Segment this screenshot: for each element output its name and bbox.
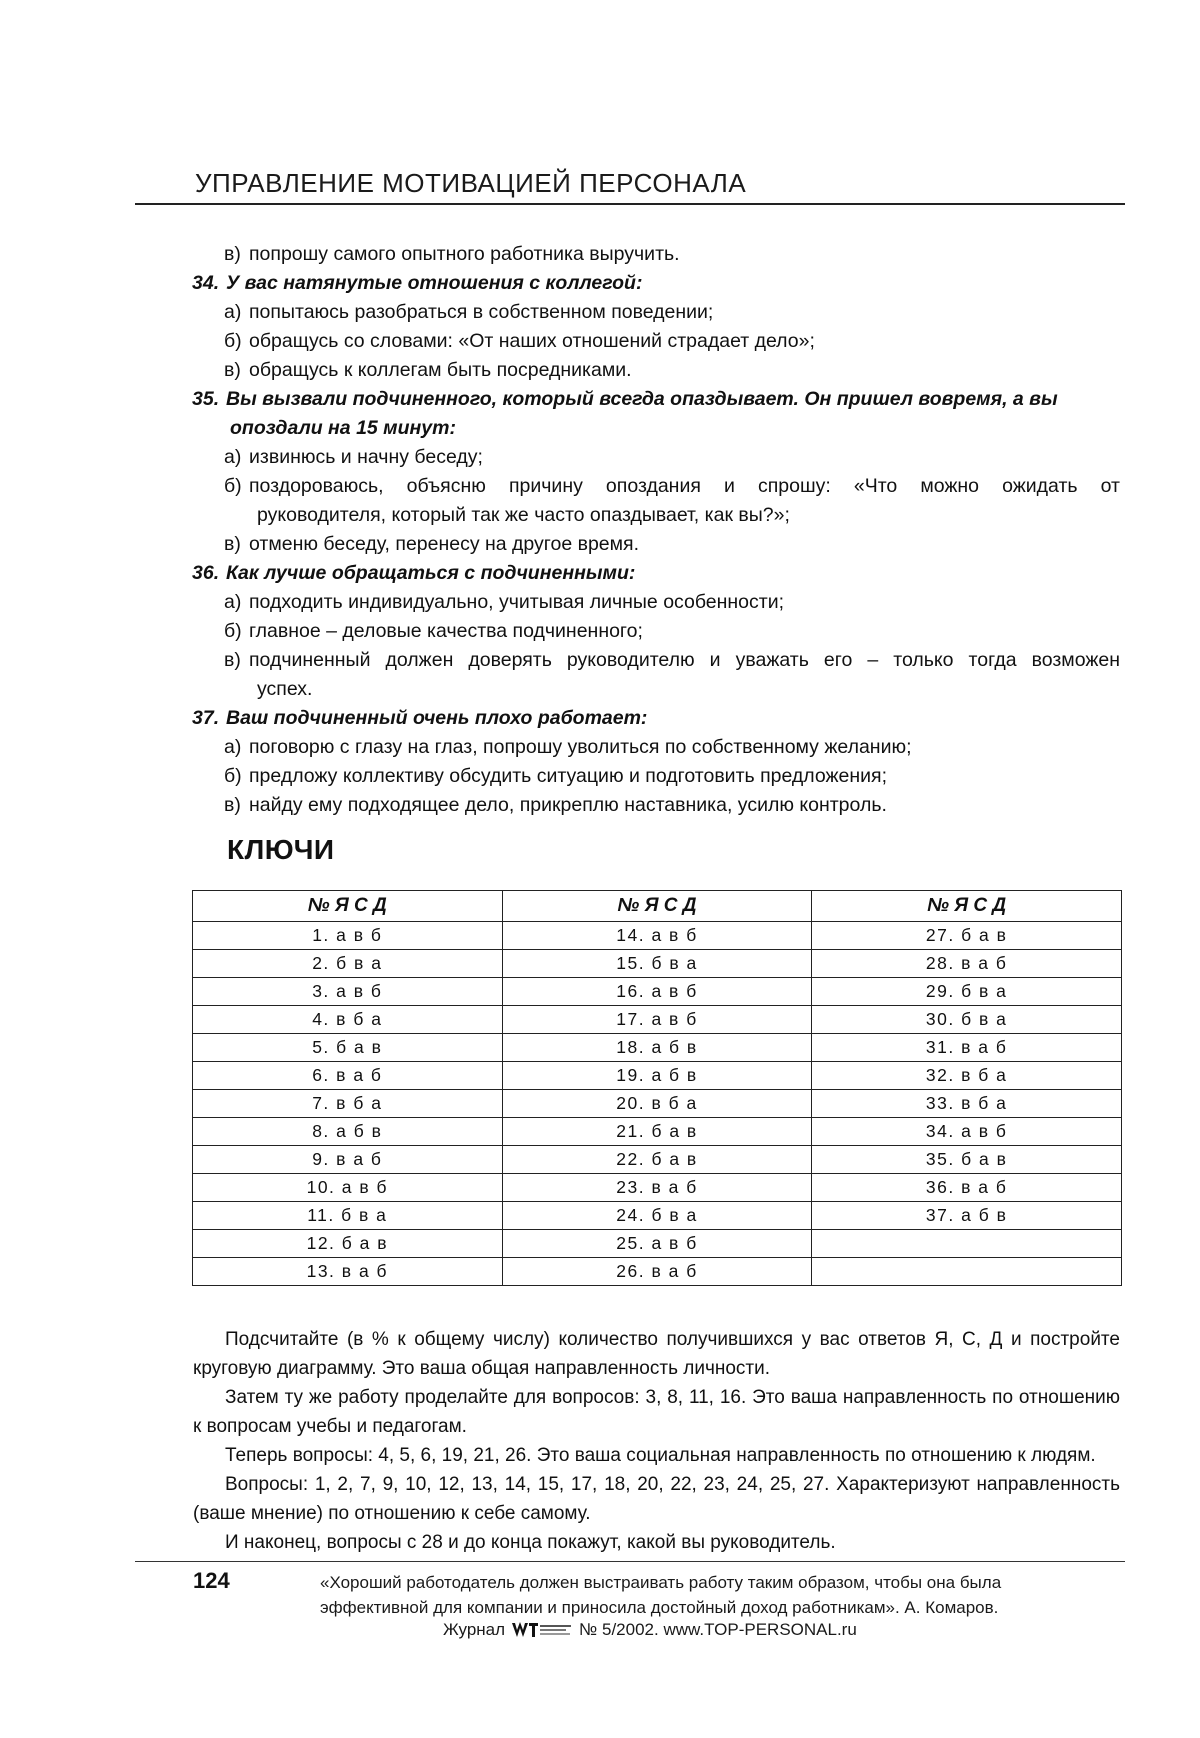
question-text: Вы вызвали подчиненного, который всегда опаздывает. Он пришел вовремя, а вы — [226, 388, 1058, 410]
keys-cell: 12. б а в — [193, 1230, 503, 1258]
keys-cell: 5. б а в — [193, 1034, 503, 1062]
option-line — [192, 791, 1120, 820]
option-mark: в) — [224, 649, 241, 671]
summary-paragraph: Теперь вопросы: 4, 5, 6, 19, 21, 26. Это ваша социальная направленность по отношению к людям. — [225, 1445, 1096, 1466]
keys-cell: 24. б в а — [502, 1202, 812, 1230]
keys-cell: 17. а в б — [502, 1006, 812, 1034]
header-rule — [135, 203, 1125, 205]
keys-cell: 22. б а в — [502, 1146, 812, 1174]
table-row — [193, 1034, 1122, 1062]
keys-cell: 3. а в б — [193, 978, 503, 1006]
keys-cell: 29. б в а — [812, 978, 1122, 1006]
option-mark: в) — [224, 533, 241, 555]
keys-cell: 32. в б а — [812, 1062, 1122, 1090]
footer-quote: «Хороший работодатель должен выстраивать работу таким образом, чтобы она была эффективной для компании и приносила достойный доход работникам». А. Комаров. — [320, 1573, 1002, 1617]
keys-table-body — [193, 922, 1122, 1286]
keys-cell: 28. в а б — [812, 950, 1122, 978]
option-text: поговорю с глазу на глаз, попрошу уволиться по собственному желанию; — [249, 736, 912, 758]
option-text: обращусь со словами: «От наших отношений страдает дело»; — [249, 330, 815, 352]
summary-paragraph: И наконец, вопросы с 28 и до конца покажут, какой вы руководитель. — [225, 1532, 836, 1553]
keys-cell: 9. в а б — [193, 1146, 503, 1174]
option-line — [192, 298, 1120, 327]
keys-cell: 16. а в б — [502, 978, 812, 1006]
option-mark: а) — [224, 301, 242, 323]
table-row — [193, 1146, 1122, 1174]
journal-issue: № 5/2002. www.TOP-PERSONAL.ru — [579, 1620, 857, 1639]
summary-paragraph: Затем ту же работу проделайте для вопросов: 3, 8, 11, 16. Это ваша направленность по отношению к вопросам учебы и педагогам. — [193, 1387, 1120, 1437]
keys-header-cell: № Я С Д — [812, 891, 1122, 922]
questions-block — [192, 240, 1120, 820]
option-line — [192, 240, 1120, 269]
keys-cell: 31. в а б — [812, 1034, 1122, 1062]
keys-cell: 37. а б в — [812, 1202, 1122, 1230]
table-row — [193, 1202, 1122, 1230]
footer-rule — [135, 1561, 1125, 1562]
keys-cell: 13. в а б — [193, 1258, 503, 1286]
option-text: поздороваюсь, объясню причину опоздания и спрошу: «Что можно ожидать от — [249, 475, 1120, 497]
running-title: УПРАВЛЕНИЕ МОТИВАЦИЕЙ ПЕРСОНАЛА — [195, 168, 747, 198]
option-mark: в) — [224, 794, 241, 816]
question-number: 36. — [192, 562, 220, 584]
option-line — [192, 443, 1120, 472]
table-row — [193, 1258, 1122, 1286]
page-number: 124 — [193, 1568, 230, 1593]
question-text-continued — [192, 414, 1120, 443]
option-line — [192, 617, 1120, 646]
footer-journal — [443, 1620, 857, 1640]
option-mark: а) — [224, 446, 242, 468]
question-number: 37. — [192, 707, 220, 729]
keys-cell: 34. а в б — [812, 1118, 1122, 1146]
keys-cell: 25. а в б — [502, 1230, 812, 1258]
option-text-continued — [192, 501, 1120, 530]
option-line — [192, 356, 1120, 385]
table-row — [193, 1118, 1122, 1146]
keys-cell: 14. а в б — [502, 922, 812, 950]
keys-header-row — [193, 891, 1122, 922]
keys-cell: 33. в б а — [812, 1090, 1122, 1118]
keys-cell: 11. б в а — [193, 1202, 503, 1230]
option-mark: в) — [224, 359, 241, 381]
journal-prefix: Журнал — [443, 1620, 506, 1639]
table-row — [193, 1062, 1122, 1090]
table-row — [193, 1006, 1122, 1034]
keys-table — [192, 890, 1122, 1286]
keys-cell: 2. б в а — [193, 950, 503, 978]
keys-cell — [812, 1258, 1122, 1286]
keys-cell: 19. а б в — [502, 1062, 812, 1090]
option-text: найду ему подходящее дело, прикреплю наставника, усилю контроль. — [249, 794, 887, 816]
option-text: руководителя, который так же часто опаздывает, как вы?»; — [257, 504, 790, 526]
option-mark: б) — [224, 475, 242, 497]
keys-header-cell: № Я С Д — [502, 891, 812, 922]
keys-cell: 30. б в а — [812, 1006, 1122, 1034]
keys-cell: 1. а в б — [193, 922, 503, 950]
option-text: предложу коллективу обсудить ситуацию и подготовить предложения; — [249, 765, 888, 787]
option-line — [192, 472, 1120, 501]
table-row — [193, 1230, 1122, 1258]
question-34 — [192, 269, 1120, 298]
keys-cell — [812, 1230, 1122, 1258]
keys-cell: 8. а б в — [193, 1118, 503, 1146]
keys-cell: 18. а б в — [502, 1034, 812, 1062]
option-text: подчиненный должен доверять руководителю и уважать его – только тогда возможен — [249, 649, 1120, 671]
option-text: успех. — [257, 678, 313, 700]
option-mark: б) — [224, 620, 242, 642]
option-text-continued — [192, 675, 1120, 704]
keys-cell: 21. б а в — [502, 1118, 812, 1146]
question-text: Ваш подчиненный очень плохо работает: — [226, 707, 648, 729]
keys-cell: 10. а в б — [193, 1174, 503, 1202]
option-line — [192, 646, 1120, 675]
keys-cell: 35. б а в — [812, 1146, 1122, 1174]
question-number: 35. — [192, 388, 220, 410]
option-line — [192, 530, 1120, 559]
keys-cell: 36. в а б — [812, 1174, 1122, 1202]
option-line — [192, 733, 1120, 762]
option-text: главное – деловые качества подчиненного; — [249, 620, 643, 642]
question-text: опоздали на 15 минут: — [230, 417, 456, 439]
option-text: отменю беседу, перенесу на другое время. — [249, 533, 640, 555]
option-mark: в) — [224, 243, 241, 265]
keys-header-cell: № Я С Д — [193, 891, 503, 922]
keys-title: КЛЮЧИ — [227, 834, 335, 865]
option-text: попытаюсь разобраться в собственном поведении; — [249, 301, 714, 323]
option-text: попрошу самого опытного работника выручить. — [249, 243, 680, 265]
table-row — [193, 950, 1122, 978]
keys-cell: 23. в а б — [502, 1174, 812, 1202]
option-text: обращусь к коллегам быть посредниками. — [249, 359, 632, 381]
table-row — [193, 978, 1122, 1006]
option-mark: а) — [224, 736, 242, 758]
keys-cell: 20. в б а — [502, 1090, 812, 1118]
table-row — [193, 1090, 1122, 1118]
option-mark: а) — [224, 591, 242, 613]
journal-logo-icon — [511, 1620, 573, 1640]
question-text: Как лучше обращаться с подчиненными: — [226, 562, 636, 584]
keys-cell: 7. в б а — [193, 1090, 503, 1118]
question-35 — [192, 385, 1120, 414]
table-row — [193, 1174, 1122, 1202]
table-row — [193, 922, 1122, 950]
question-37 — [192, 704, 1120, 733]
option-mark: б) — [224, 330, 242, 352]
question-number: 34. — [192, 272, 220, 294]
question-text: У вас натянутые отношения с коллегой: — [226, 272, 643, 294]
option-line — [192, 327, 1120, 356]
keys-cell: 6. в а б — [193, 1062, 503, 1090]
summary-paragraph: Подсчитайте (в % к общему числу) количество получившихся у вас ответов Я, С, Д и постройте круговую диаграмму. Это ваша общая направленность личности. — [193, 1329, 1120, 1379]
option-text: подходить индивидуально, учитывая личные особенности; — [249, 591, 785, 613]
summary-paragraph: Вопросы: 1, 2, 7, 9, 10, 12, 13, 14, 15, 17, 18, 20, 22, 23, 24, 25, 27. Характеризуют направленность (ваше мнение) по отношению к себе самому. — [193, 1474, 1120, 1524]
option-text: извинюсь и начну беседу; — [249, 446, 483, 468]
summary-text — [193, 1325, 1120, 1557]
keys-cell: 26. в а б — [502, 1258, 812, 1286]
option-mark: б) — [224, 765, 242, 787]
keys-cell: 4. в б а — [193, 1006, 503, 1034]
keys-cell: 27. б а в — [812, 922, 1122, 950]
question-36 — [192, 559, 1120, 588]
option-line — [192, 762, 1120, 791]
option-line — [192, 588, 1120, 617]
keys-cell: 15. б в а — [502, 950, 812, 978]
